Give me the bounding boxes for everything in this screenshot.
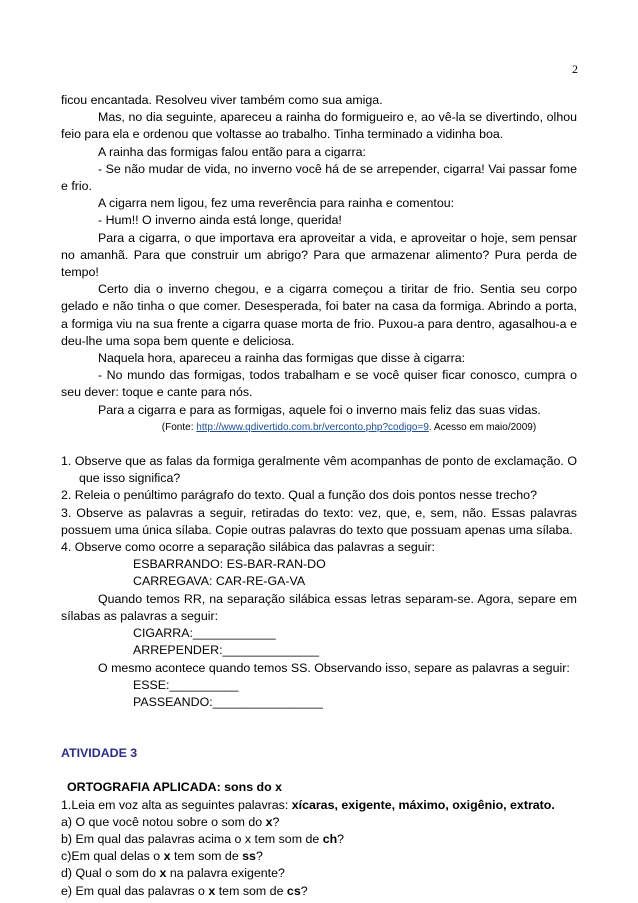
item-text: a) O que você notou sobre o som do <box>61 814 266 829</box>
item-d <box>61 865 577 882</box>
item-bold: x <box>208 883 216 898</box>
story-paragraph: - Se não mudar de vida, no inverno você há de se arrepender, cigarra! Vai passar fome e frio. <box>61 161 577 194</box>
item-text: ? <box>255 849 263 864</box>
question-1: 1. Observe que as falas da formiga geralmente vêm acompanhas de ponto de exclamação. O que isso significa? <box>61 454 577 486</box>
item-bold: x <box>265 814 273 829</box>
spacer <box>61 436 577 453</box>
story-paragraph: Para a cigarra e para as formigas, aquele foi o inverno mais feliz das suas vidas. <box>98 402 541 417</box>
source-link[interactable]: http://www.qdivertido.com.br/verconto.php?codigo=9 <box>196 421 429 433</box>
item-bold: x <box>159 866 167 881</box>
item-text: ? <box>300 883 308 898</box>
story-paragraph: A cigarra nem ligou, fez uma reverência para rainha e comentou: <box>98 196 455 211</box>
story-paragraph: ficou encantada. Resolveu viver também como sua amiga. <box>61 93 383 107</box>
ss-instruction: O mesmo acontece quando temos SS. Observando isso, separe as palavras a seguir: <box>98 660 570 675</box>
story-paragraph: - No mundo das formigas, todos trabalham e se você quiser ficar conosco, cumpra o seu dever: toque e cante para nós. <box>61 368 577 400</box>
story-paragraph: Mas, no dia seguinte, apareceu a rainha do formigueiro e, ao vê-la se divertindo, olhou feio para ela e ordenou que voltasse ao trabalho. Tinha terminado a vidinha boa. <box>61 110 577 142</box>
syllable-example: CARREGAVA: CAR-RE-GA-VA <box>133 574 306 589</box>
item-bold: x <box>163 849 171 864</box>
syllable-blank: PASSEANDO:________________ <box>133 694 323 709</box>
spacer <box>61 711 577 745</box>
item-bold: ch <box>322 831 338 846</box>
item-bold: ss <box>242 849 256 864</box>
question-3: 3. Observe as palavras a seguir, retiradas do texto: vez, que, e, sem, não. Essas palavras possuem uma única sílaba. Copie outras palavras do texto que possuam apenas uma sílaba. <box>61 505 577 537</box>
atividade-subtitle: ORTOGRAFIA APLICADA: sons do x <box>67 780 283 795</box>
question-2: 2. Releia o penúltimo parágrafo do texto. Qual a função dos dois pontos nesse trecho? <box>61 488 537 503</box>
source-prefix: (Fonte: <box>161 421 197 433</box>
story-paragraph: A rainha das formigas falou então para a cigarra: <box>98 144 366 159</box>
syllable-blank: ARREPENDER:______________ <box>133 643 319 658</box>
item-b <box>61 831 577 848</box>
item-text: d) Qual o som do <box>61 866 160 881</box>
read-instruction <box>61 797 577 814</box>
item-c <box>61 848 577 865</box>
syllable-blank: CIGARRA:____________ <box>133 626 276 641</box>
story-paragraph: - Hum!! O inverno ainda está longe, querida! <box>98 213 342 228</box>
source-suffix: . Acesso em maio/2009) <box>428 421 537 433</box>
story-paragraph: Para a cigarra, o que importava era aproveitar a vida, e aproveitar o hoje, sem pensar no amanhã. Para que construir um abrigo? Para que armazenar alimento? Pura perda de tempo! <box>61 230 577 280</box>
read-prefix: 1.Leia em voz alta as seguintes palavras: <box>61 797 292 812</box>
item-bold: cs <box>286 883 301 898</box>
story-paragraph: Certo dia o inverno chegou, e a cigarra começou a tiritar de frio. Sentia seu corpo gelado e não tinha o que comer. Desesperada, foi bater na casa da formiga. Abrindo a porta, a formiga viu na sua frente a cigarra quase morta de frio. Puxou-a para dentro, agasalhou-a e deu-lhe uma sopa bem quente e deliciosa. <box>61 282 577 348</box>
item-text: ? <box>272 814 280 829</box>
atividade-title: ATIVIDADE 3 <box>61 746 138 761</box>
item-text: tem som de <box>170 849 243 864</box>
spacer <box>61 762 577 779</box>
read-words: xícaras, exigente, máximo, oxigênio, extrato. <box>291 797 555 812</box>
item-text: tem som de <box>215 883 287 898</box>
rr-instruction: Quando temos RR, na separação silábica essas letras separam-se. Agora, separe em sílabas as palavras a seguir: <box>61 591 577 623</box>
item-e <box>61 883 577 900</box>
syllable-example: ESBARRANDO: ES-BAR-RAN-DO <box>133 557 326 572</box>
source-citation <box>61 419 577 436</box>
item-a <box>61 814 577 831</box>
item-text: e) Em qual das palavras o <box>61 883 209 898</box>
question-4: 4. Observe como ocorre a separação silábica das palavras a seguir: <box>61 540 435 555</box>
page-number: 2 <box>572 62 578 76</box>
item-text: ? <box>337 831 345 846</box>
page-content <box>61 92 577 900</box>
item-text: b) Em qual das palavras acima o x tem som de <box>61 831 323 846</box>
item-text: na palavra exigente? <box>166 866 285 881</box>
syllable-blank: ESSE:__________ <box>133 677 239 692</box>
story-paragraph: Naquela hora, apareceu a rainha das formigas que disse à cigarra: <box>98 351 466 366</box>
item-text: c)Em qual delas o <box>61 849 164 864</box>
